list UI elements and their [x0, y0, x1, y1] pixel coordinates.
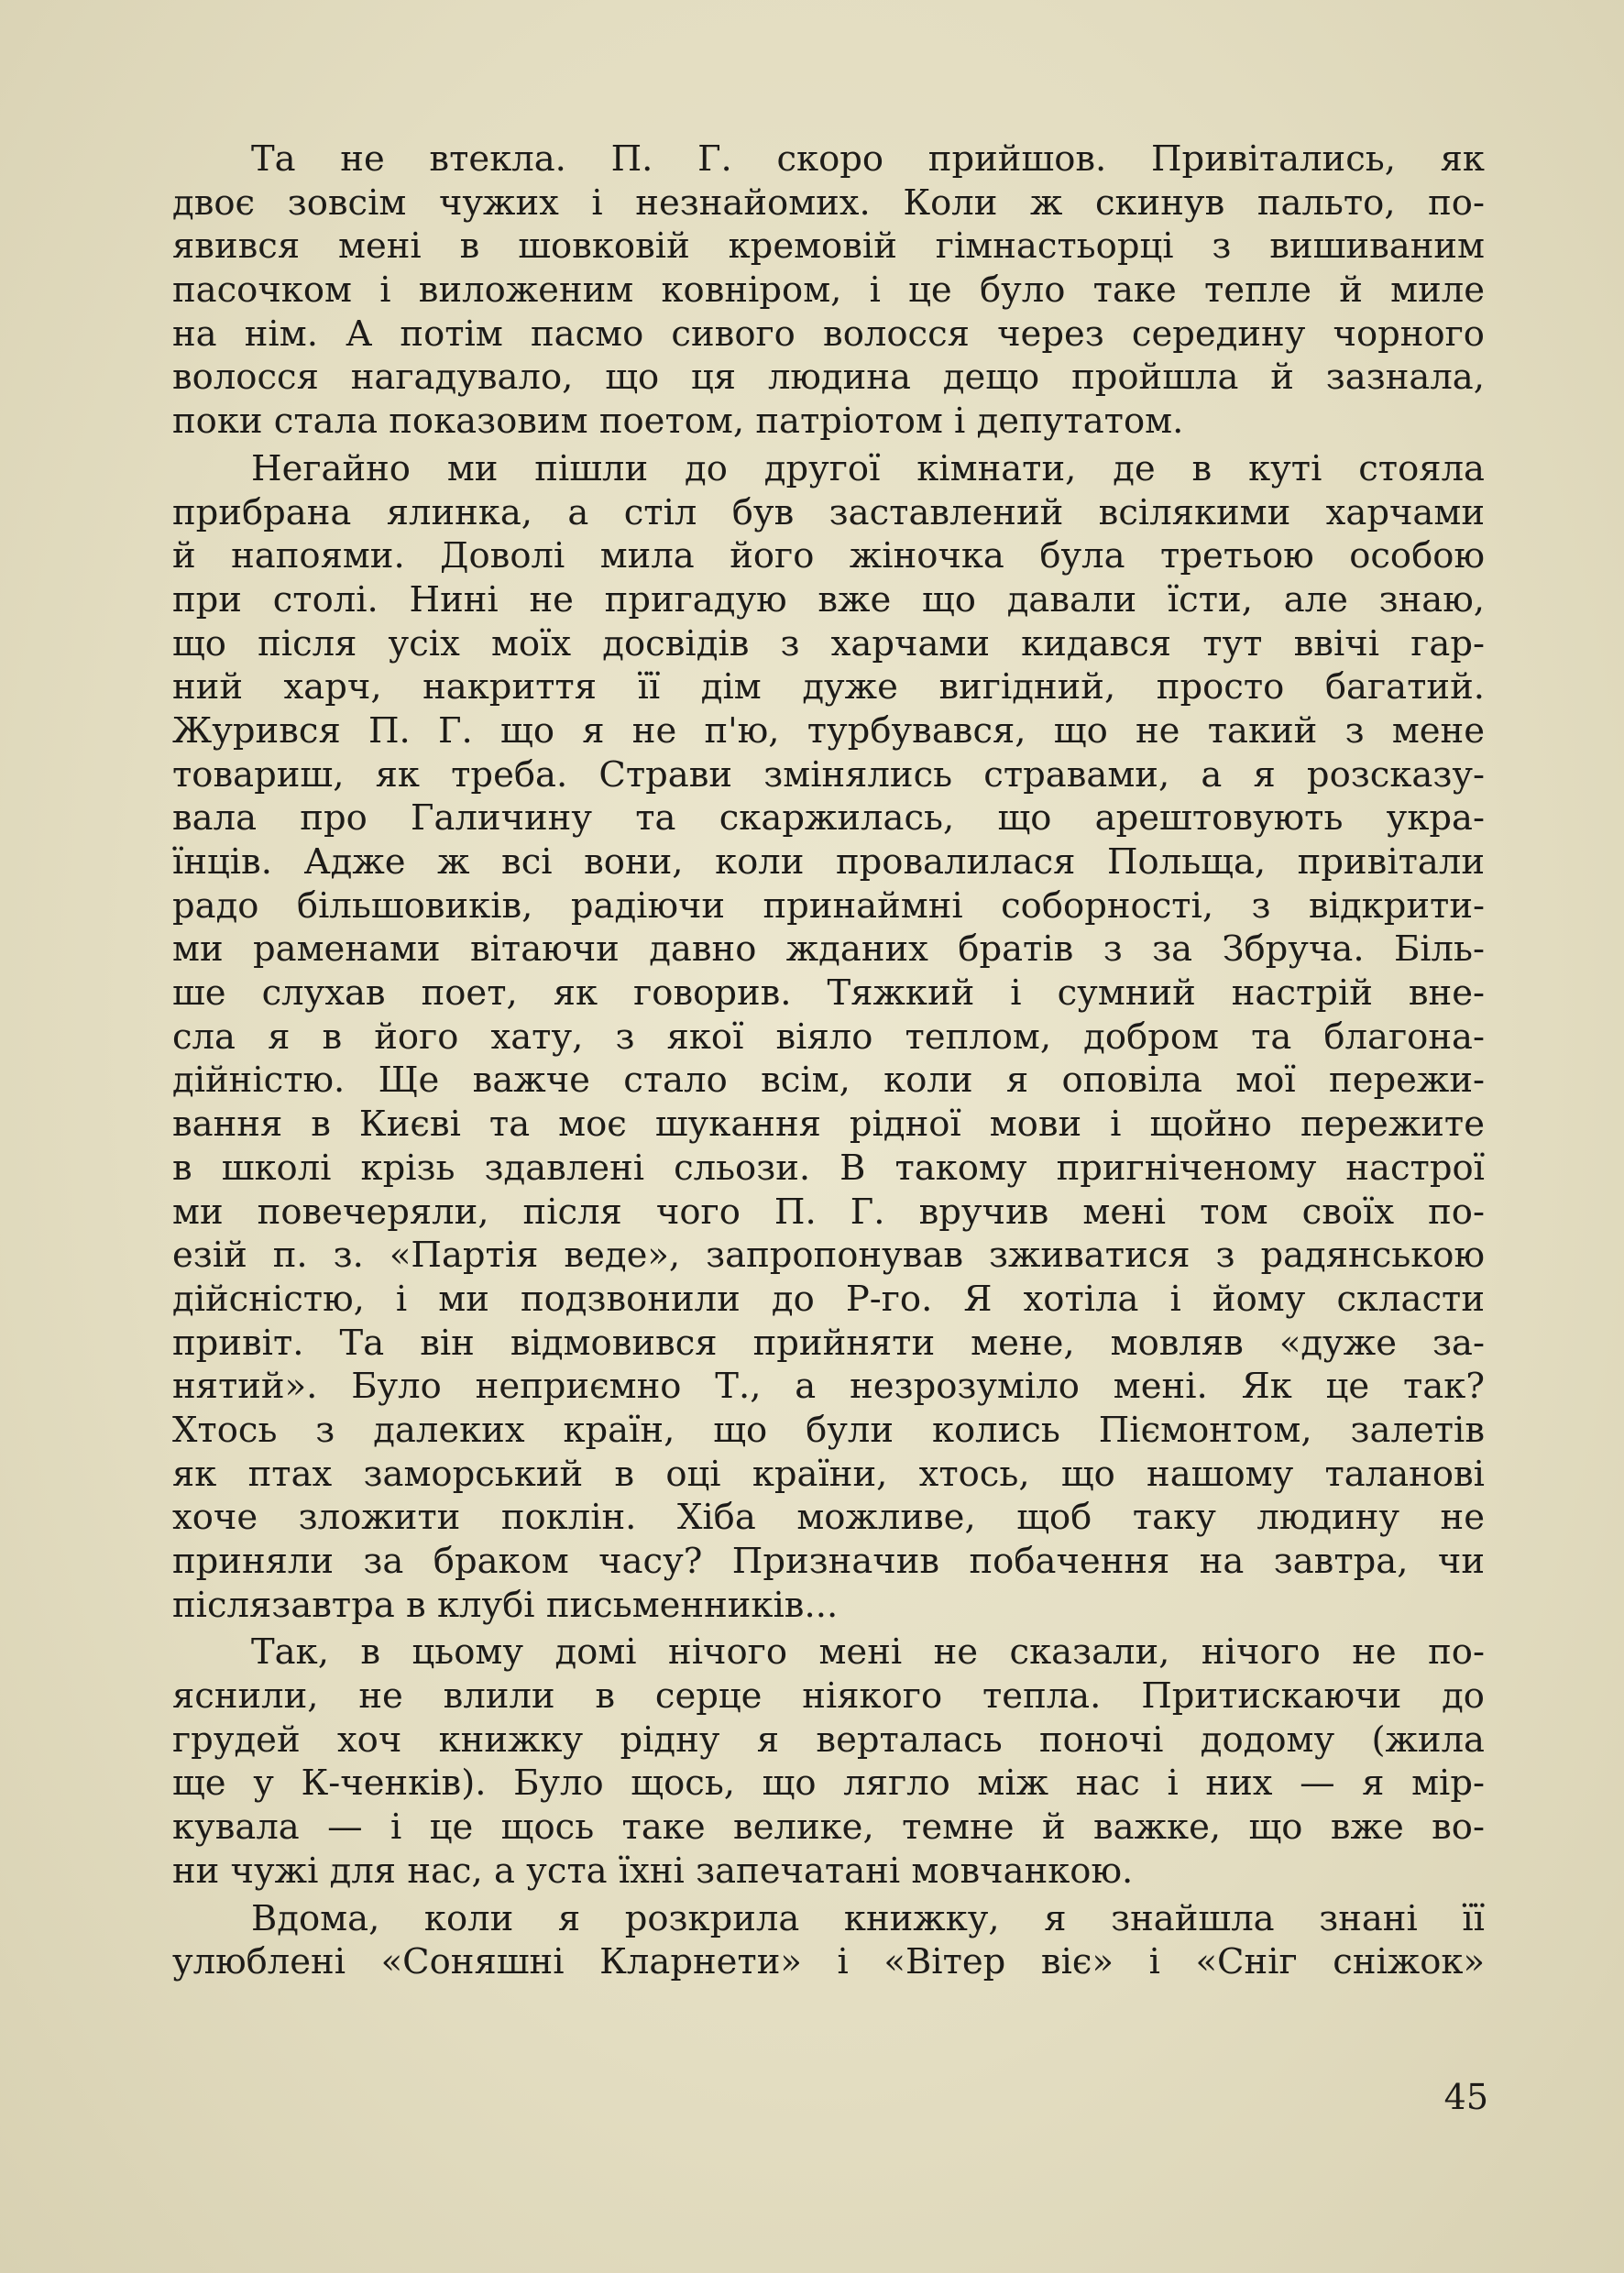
- text-line: їнців. Адже ж всі вони, коли провалилася Польща, привітали: [172, 841, 1485, 883]
- text-line: Вдома, коли я розкрила книжку, я знайшла знані її: [251, 1897, 1485, 1939]
- text-line: ще у К-ченків). Було щось, що лягло між нас і них — я мір-: [172, 1762, 1485, 1805]
- text-line: хоче зложити поклін. Хіба можливе, щоб таку людину не: [172, 1497, 1485, 1539]
- text-line: двоє зовсім чужих і незнайомих. Коли ж скинув пальто, по-: [172, 181, 1485, 224]
- text-line: дійсністю, і ми подзвонили до Р-го. Я хотіла і йому скласти: [172, 1278, 1485, 1320]
- text-line: вала про Галичину та скаржилась, що арештовують укра-: [172, 797, 1485, 840]
- page-number: 45: [1443, 2077, 1488, 2117]
- text-line: нятий». Було неприємно Т., а незрозуміло мені. Як це так?: [172, 1366, 1485, 1408]
- text-line: сла я в його хату, з якої віяло теплом, добром та благона-: [172, 1016, 1485, 1058]
- text-line: товариш, як треба. Страви змінялись стравами, а я розсказу-: [172, 753, 1485, 796]
- paragraph: [172, 1631, 1485, 1893]
- text-line: Хтось з далеких країн, що були колись Піємонтом, залетів: [172, 1409, 1485, 1451]
- text-line: ми повечеряли, після чого П. Г. вручив мені том своїх по-: [172, 1191, 1485, 1233]
- text-line: яснили, не влили в серце ніякого тепла. Притискаючи до: [172, 1675, 1485, 1718]
- text-line: езій п. з. «Партія веде», запропонував зживатися з радянською: [172, 1235, 1485, 1277]
- text-line: радо більшовиків, радіючи принаймні соборності, з відкрити-: [172, 884, 1485, 927]
- text-line: грудей хоч книжку рідну я верталась поночі додому (жила: [172, 1718, 1485, 1761]
- text-line: Журився П. Г. що я не п'ю, турбувався, що не такий з мене: [172, 709, 1485, 752]
- text-line: Та не втекла. П. Г. скоро прийшов. Привітались, як: [251, 138, 1485, 180]
- paragraph: [172, 137, 1485, 444]
- text-line: при столі. Нині не пригадую вже що давали їсти, але знаю,: [172, 578, 1485, 620]
- text-line: в школі крізь здавлені сльози. В такому пригніченому настрої: [172, 1147, 1485, 1189]
- text-line: улюблені «Соняшні Кларнети» і «Вітер віє» і «Сніг сніжок»: [172, 1941, 1485, 1983]
- text-line: пасочком і виложеним ковніром, і це було таке тепле й миле: [172, 269, 1485, 312]
- paragraph: [172, 1897, 1485, 1984]
- text-line: Негайно ми пішли до другої кімнати, де в куті стояла: [251, 447, 1485, 489]
- text-line: й напоями. Доволі мила його жіночка була третьою особою: [172, 535, 1485, 577]
- text-line: на нім. А потім пасмо сивого волосся через середину чорного: [172, 313, 1485, 355]
- text-line: вання в Києві та моє шукання рідної мови і щойно пережите: [172, 1104, 1485, 1146]
- text-line: явився мені в шовковій кремовій гімнастьорці з вишиваним: [172, 225, 1485, 268]
- text-line: ни чужі для нас, а уста їхні запечатані мовчанкою.: [172, 1850, 1134, 1892]
- text-line: ше слухав поет, як говорив. Тяжкий і сумний настрій вне-: [172, 972, 1485, 1015]
- text-line: кувала — і це щось таке велике, темне й важке, що вже во-: [172, 1806, 1485, 1849]
- text-line: ми раменами вітаючи давно жданих братів з за Збруча. Біль-: [172, 928, 1485, 971]
- text-line: прибрана ялинка, а стіл був заставлений всілякими харчами: [172, 491, 1485, 533]
- text-line: приняли за браком часу? Призначив побачення на завтра, чи: [172, 1541, 1485, 1582]
- text-line: як птах заморський в оці країни, хтось, що нашому таланові: [172, 1453, 1485, 1495]
- text-line: післязавтра в клубі письменників...: [172, 1584, 839, 1626]
- text-line: ний харч, накриття її дім дуже вигідний, просто багатий.: [172, 666, 1485, 708]
- text-line: дійністю. Ще важче стало всім, коли я оповіла мої пережи-: [172, 1060, 1485, 1102]
- text-line: привіт. Та він відмовився прийняти мене, мовляв «дуже за-: [172, 1322, 1485, 1364]
- text-line: що після усіх моїх досвідів з харчами кидався тут ввічі гар-: [172, 622, 1485, 664]
- paragraph: [172, 447, 1485, 1628]
- page-body-text: [172, 137, 1485, 1984]
- text-line: Так, в цьому домі нічого мені не сказали, нічого не по-: [251, 1631, 1485, 1674]
- text-line: поки стала показовим поетом, патріотом і депутатом.: [172, 401, 1184, 443]
- text-line: волосся нагадувало, що ця людина дещо пройшла й зазнала,: [172, 357, 1485, 399]
